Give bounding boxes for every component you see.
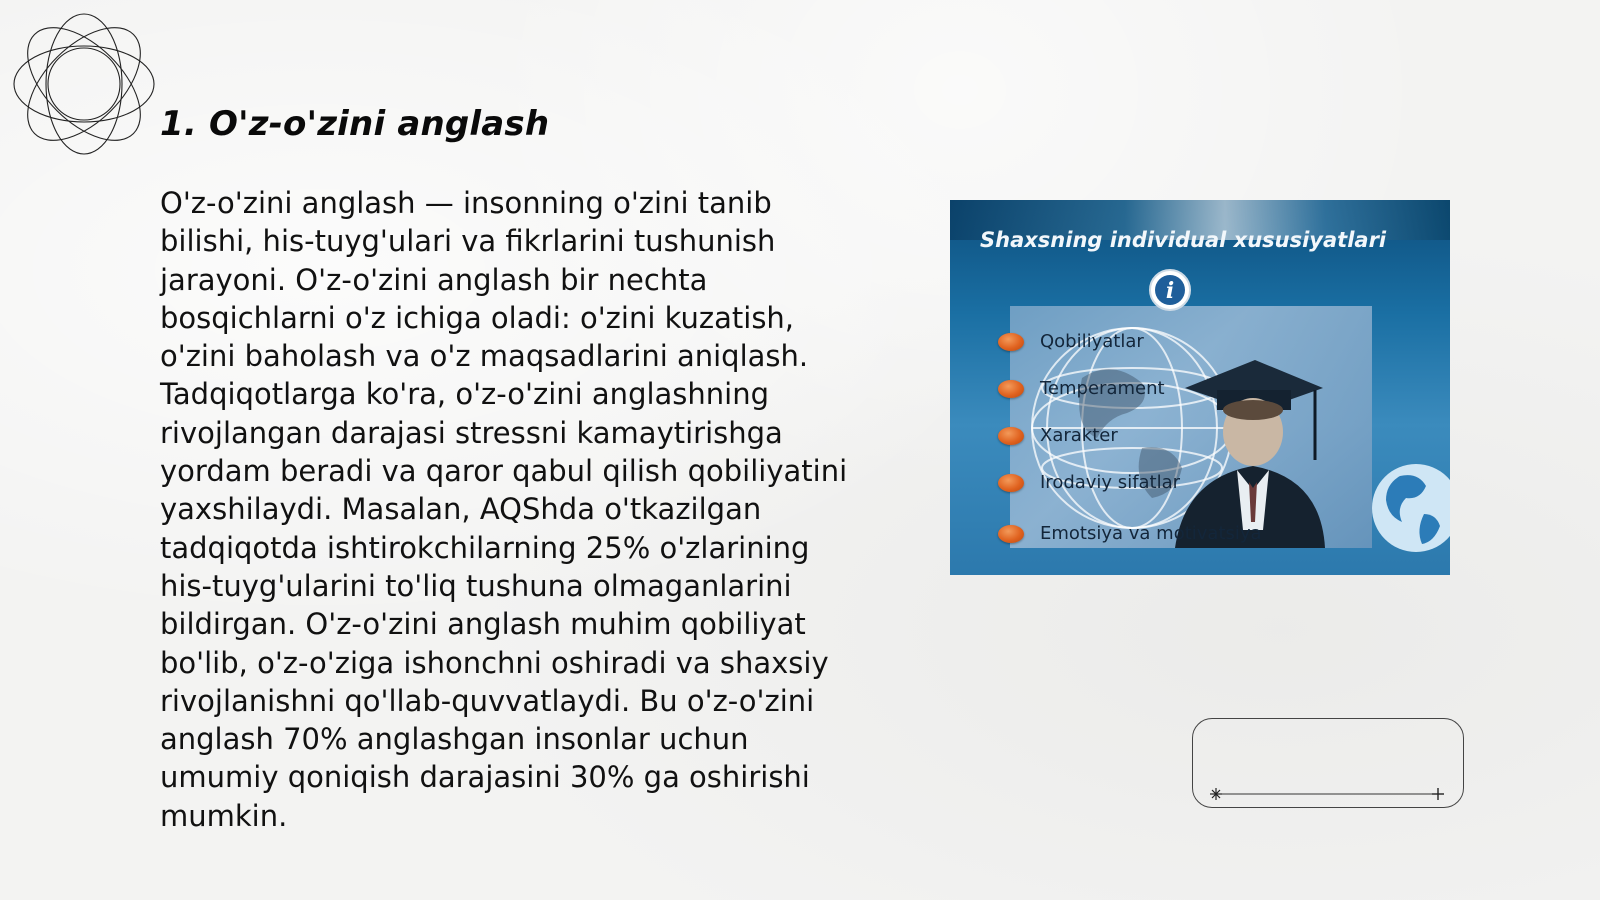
list-item-label: Emotsiya va motivatsiya bbox=[1040, 523, 1262, 544]
orange-bullet-icon bbox=[998, 525, 1024, 543]
list-item bbox=[998, 318, 1262, 365]
list-item-label: Xarakter bbox=[1040, 425, 1118, 446]
list-item-label: Temperament bbox=[1040, 378, 1165, 399]
slide-title: 1. O'z-o'zini anglash bbox=[160, 104, 550, 144]
decorative-star-line-icon bbox=[1210, 788, 1450, 800]
decorative-rings-icon bbox=[10, 10, 158, 158]
orange-bullet-icon bbox=[998, 474, 1024, 492]
list-item-label: Qobiliyatlar bbox=[1040, 331, 1144, 352]
list-item bbox=[998, 412, 1262, 459]
list-item bbox=[998, 510, 1262, 557]
panel-title: Shaxsning individual xususiyatlari bbox=[980, 228, 1387, 252]
slide-body-text: O'z-o'zini anglash — insonning o'zini tanib bilishi, his-tuyg'ulari va fikrlarini tushunish jarayoni. O'z-o'zini anglash bir nechta bosqichlarni o'z ichiga oladi: o'zini kuzatish, o'zini baholash va o'z maqsadlarini aniqlash. Tadqiqotlarga ko'ra, o'z-o'zini anglashning rivojlangan darajasi stressni kamaytirishga yordam beradi va qaror qabul qilish qobiliyatini yaxshilaydi. Masalan, AQShda o'tkazilgan tadqiqotda ishtirokchilarning 25% o'zlarining his-tuyg'ularini to'liq tushuna olmaganlarini bildirgan. O'z-o'zini anglash muhim qobiliyat bo'lib, o'z-o'ziga ishonchni oshiradi va shaxsiy rivojlanishni qo'llab-quvvatlaydi. Bu o'z-o'zini anglash 70% anglashgan insonlar uchun umumiy qoniqish darajasini 30% ga oshirishi mumkin. bbox=[160, 186, 848, 833]
list-item-label: Irodaviy sifatlar bbox=[1040, 472, 1181, 493]
traits-list bbox=[998, 318, 1262, 557]
individual-traits-image bbox=[950, 200, 1450, 575]
orange-bullet-icon bbox=[998, 380, 1024, 398]
list-item bbox=[998, 365, 1262, 412]
orange-bullet-icon bbox=[998, 427, 1024, 445]
orange-bullet-icon bbox=[998, 333, 1024, 351]
info-icon bbox=[1148, 268, 1192, 312]
info-badge-letter: i bbox=[1165, 278, 1175, 304]
earth-globe-icon bbox=[1370, 462, 1450, 554]
list-item bbox=[998, 459, 1262, 506]
